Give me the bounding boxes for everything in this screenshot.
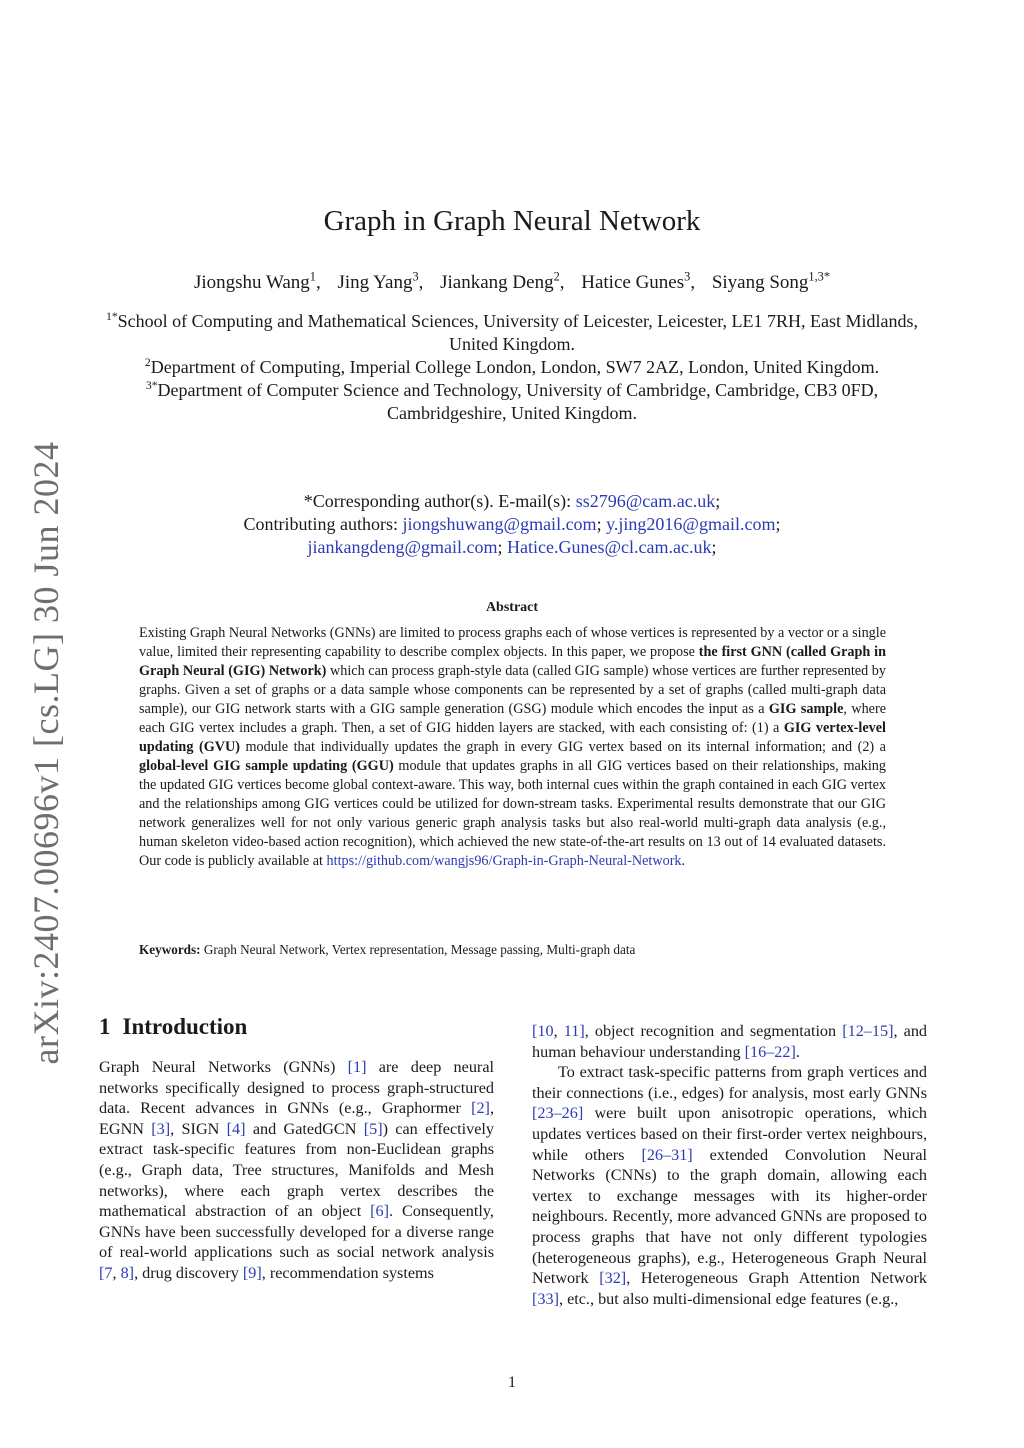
citation-link[interactable]: [4]: [226, 1119, 246, 1138]
author: Jiongshu Wang$^1$,: [193, 269, 321, 293]
citation-link[interactable]: [33]: [532, 1289, 559, 1308]
citation-link[interactable]: [3]: [151, 1119, 171, 1138]
author: Hatice Gunes$^3$,: [581, 269, 696, 293]
email-link[interactable]: ss2796@cam.ac.uk: [575, 491, 716, 511]
paragraph: To extract task-specific patterns from graph vertices and their connections (i.e., edges) for analysis, most early GNNs [23–26] were built upon anisotropic operations, which updates vertices based on their first-order vertex neighbours, while others [26–31] extended Convolution Neural Networks (CNNs) to the graph domain, allowing each vertex to exchange messages with its higher-order neighbours. Recently, more advanced GNNs are proposed to process graphs that have not only different typologies (heterogeneous graphs), e.g., Heterogeneous Graph Neural Network [32], Heterogeneous Graph Attention Network [33], etc., but also multi-dimensional edge features (e.g.,: [532, 1063, 928, 1308]
code-link[interactable]: https://github.com/wangjs96/Graph-in-Graph-Neural-Network: [326, 853, 682, 869]
citation-link[interactable]: [23–26]: [532, 1104, 584, 1123]
citation-link[interactable]: [7: [99, 1263, 113, 1282]
citation-link[interactable]: [5]: [363, 1119, 383, 1138]
author: Jiankang Deng$^2$,: [440, 269, 565, 293]
citation-link[interactable]: [32]: [599, 1269, 627, 1288]
author: Jing Yang$^3$,: [337, 269, 424, 293]
paragraph: [10, 11], object recognition and segmentation [12–15], and human behaviour understanding [16–22].: [532, 1022, 928, 1061]
contributing-label: Contributing authors:: [243, 514, 398, 534]
arxiv-stamp: arXiv:2407.00696v1 [cs.LG] 30 Jun 2024: [26, 441, 66, 1065]
author: Siyang Song$^{1,3*}$: [711, 269, 831, 293]
email-link[interactable]: jiongshuwang@gmail.com: [402, 514, 597, 534]
affiliation: $^{3*}$Department of Computer Science and Technology, University of Cambridge, Cambridge, CB3 0FD, Cambridgeshire, United Kingdom.: [145, 379, 879, 423]
right-column: [532, 1021, 927, 1309]
affiliations: [100, 310, 924, 425]
citation-link[interactable]: 11]: [563, 1022, 585, 1040]
citation-link[interactable]: [1]: [347, 1058, 367, 1076]
corresponding-label: *Corresponding author(s). E-mail(s):: [303, 491, 572, 511]
contact-info: *Corresponding author(s). E-mail(s): ss2796@cam.ac.uk; Contributing authors: jiongshuwang@gmail.com; y.jing2016@gmail.com; jiankangdeng@gmail.com; Hatice.Gunes@cl.cam.ac.uk;: [243, 491, 781, 557]
paper-title: Graph in Graph Neural Network: [323, 205, 701, 237]
citation-link[interactable]: [12–15]: [842, 1022, 894, 1040]
citation-link[interactable]: [10: [532, 1022, 554, 1040]
citation-link[interactable]: [26–31]: [641, 1145, 693, 1164]
email-link[interactable]: y.jing2016@gmail.com: [606, 514, 776, 534]
email-link[interactable]: Hatice.Gunes@cl.cam.ac.uk: [507, 537, 712, 557]
citation-link[interactable]: [9]: [242, 1263, 262, 1282]
abstract-text: Existing Graph Neural Networks (GNNs) are limited to process graphs each of whose vertices is represented by a vector or a single value, limited their representing capability to describe complex objects. In this paper, we propose the first GNN (called Graph in Graph Neural (GIG) Network) which can process graph-style data (called GIG sample) whose vertices are further represented by graphs. Given a set of graphs or a data sample whose components can be represented by a set of graphs (called multi-graph data sample), our GIG network starts with a GIG sample generation (GSG) module which encodes the input as a GIG sample, where each GIG vertex includes a graph. Then, a set of GIG hidden layers are stacked, with each consisting of: (1) a GIG vertex-level updating (GVU) module that individually updates the graph in every GIG vertex based on its internal information; and (2) a global-level GIG sample updating (GGU) module that updates graphs in all GIG vertices based on their relationships, making the updated GIG vertices become global context-aware. This way, both internal cues within the graph contained in each GIG vertex and the relationships among GIG vertices could be utilized for down-stream tasks. Experimental results demonstrate that our GIG network generalizes well for not only various generic graph analysis tasks but also real-world multi-graph data analysis (e.g., human skeleton video-based action recognition), which achieved the new state-of-the-art results on 13 out of 14 evaluated datasets. Our code is publicly available at https://github.com/wangjs96/Graph-in-Graph-Neural-Network.: [139, 625, 887, 869]
affiliation: $^2$Department of Computing, Imperial College London, London, SW7 2AZ, London, United Kingdom.: [144, 356, 880, 377]
citation-link[interactable]: [16–22]: [744, 1042, 796, 1061]
paragraph: Graph Neural Networks (GNNs) [1] are deep neural networks specifically designed to process graph-structured data. Recent advances in GNNs (e.g., Graphormer [2], EGNN [3], SIGN [4] and GatedGCN [5]) can effectively extract task-specific features from non-Euclidean graphs (e.g., Graph data, Tree structures, Manifolds and Mesh networks), where each graph vertex describes the mathematical abstraction of an object [6]. Consequently, GNNs have been successfully developed for a diverse range of real-world applications such as social network analysis [7, 8], drug discovery [9], recommendation systems: [99, 1058, 495, 1282]
page-number: 1: [508, 1374, 516, 1391]
abstract-heading: Abstract: [485, 600, 539, 615]
author-list: [0, 269, 1024, 294]
left-column: [99, 1057, 494, 1284]
section-heading: 1 Introduction: [99, 1014, 248, 1039]
citation-link[interactable]: [2]: [471, 1099, 490, 1118]
citation-link[interactable]: 8]: [120, 1263, 135, 1282]
affiliation: $^{1*}$School of Computing and Mathematical Sciences, University of Leicester, Leicester, LE1 7RH, East Midlands, United Kingdom.: [105, 310, 919, 354]
email-link[interactable]: jiankangdeng@gmail.com: [307, 537, 498, 557]
citation-link[interactable]: [6]: [370, 1202, 389, 1221]
keywords: Keywords: Graph Neural Network, Vertex representation, Message passing, Multi-graph data: [139, 942, 636, 957]
